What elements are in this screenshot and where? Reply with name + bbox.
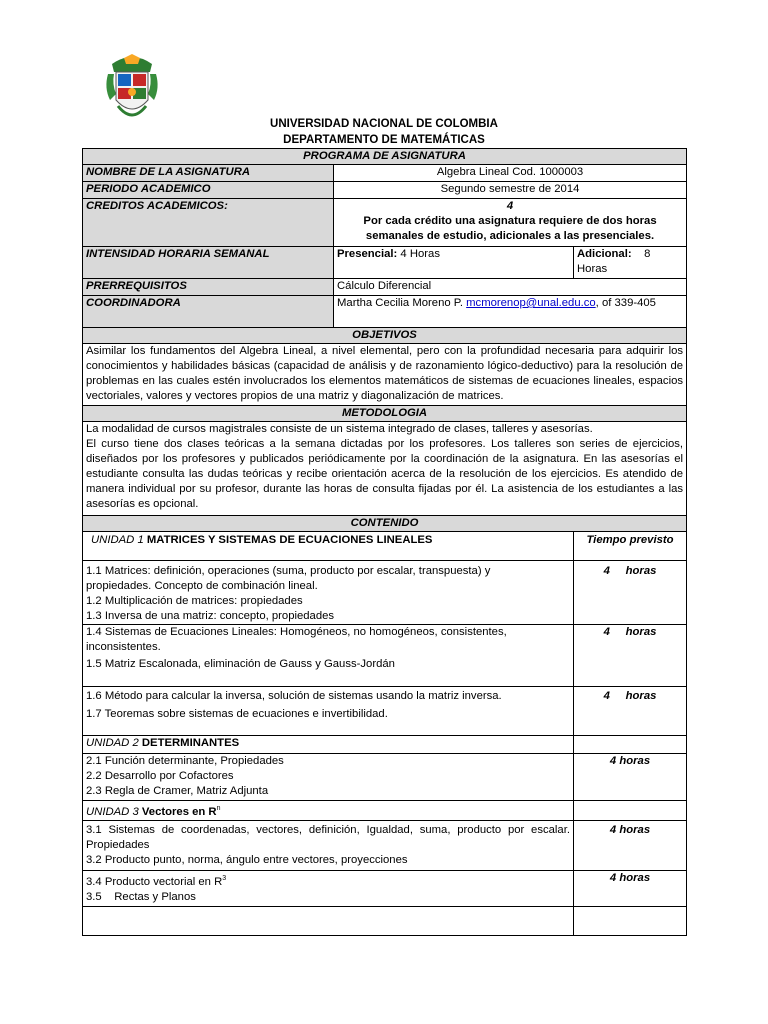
credits-label: CREDITOS ACADEMICOS:: [83, 199, 334, 247]
topic-line: 2.2 Desarrollo por Cofactores: [86, 770, 234, 782]
adicional-unit: Horas: [577, 263, 608, 275]
unit2-heading: [83, 736, 574, 754]
unit1-label: UNIDAD 1: [91, 534, 144, 546]
topic-line: 1.1 Matrices: definición, operaciones (suma, producto por escalar, transpuesta) y: [86, 565, 491, 577]
unit1-topics-3: [83, 687, 574, 736]
unit3-label: UNIDAD 3: [86, 805, 139, 818]
topic-line: 3.1 Sistemas de coordenadas, vectores, definición, Igualdad, suma, producto por escalar. Propiedades: [86, 823, 570, 851]
time-estimate: 4 horas: [574, 625, 687, 687]
empty-cell: [83, 906, 574, 935]
metodologia-paragraph: La modalidad de cursos magistrales consiste de un sistema integrado de clases, talleres y asesorías.: [86, 423, 593, 435]
presencial-label: Presencial:: [337, 248, 398, 260]
adicional-value: 8: [644, 248, 651, 260]
unit2-title: DETERMINANTES: [138, 737, 240, 749]
time-estimate: 4 horas: [574, 870, 687, 906]
empty-cell: [574, 736, 687, 754]
topic-line: 1.4 Sistemas de Ecuaciones Lineales: Homogéneos, no homogéneos, consistentes,: [86, 626, 507, 638]
unit1-title: MATRICES Y SISTEMAS DE ECUACIONES LINEALES: [143, 534, 433, 546]
course-name-value: Algebra Lineal Cod. 1000003: [334, 165, 687, 182]
prereq-label: PRERREQUISITOS: [83, 279, 334, 296]
program-title: PROGRAMA DE ASIGNATURA: [83, 149, 687, 165]
presencial-cell: [334, 247, 574, 279]
topic-line: inconsistentes.: [86, 641, 161, 653]
unit2-topics: [83, 754, 574, 801]
topic-line: 1.7 Teoremas sobre sistemas de ecuaciones e invertibilidad.: [86, 708, 388, 720]
unit1-topics-2: [83, 625, 574, 687]
topic-line: 1.2 Multiplicación de matrices: propiedades: [86, 595, 303, 607]
time-estimate: 4 horas: [574, 754, 687, 801]
period-label: PERIODO ACADEMICO: [83, 182, 334, 199]
tiempo-header: Tiempo previsto: [574, 532, 687, 561]
adicional-label: Adicional:: [577, 248, 632, 260]
unit3-title: Vectores en R: [138, 805, 217, 818]
unit2-label: UNIDAD 2: [86, 737, 139, 749]
metodologia-paragraph: El curso tiene dos clases teóricas a la semana dictadas por los profesores. Los talleres son series de ejercicios, diseñados por los profesores y publicados periódicamente por la coordinación de la asignatura. En las asesorías el estudiante consulta las dudas teóricas y recibe orientación acerca de la resolución de los ejercicios. Es atendido de manera individual por su profesor, durante las horas de consulta fijadas por él. La asistencia de los estudiantes a las asesorías es opcional.: [86, 438, 684, 510]
university-name: UNIVERSIDAD NACIONAL DE COLOMBIA: [270, 118, 498, 130]
topic-line: 1.6 Método para calcular la inversa, solución de sistemas usando la matriz inversa.: [86, 690, 502, 702]
department-name: DEPARTAMENTO DE MATEMÁTICAS: [283, 134, 485, 146]
metodologia-cell: [83, 422, 687, 516]
coordinator-cell: [334, 296, 687, 328]
period-value: Segundo semestre de 2014: [334, 182, 687, 199]
credits-note: Por cada crédito una asignatura requiere de dos horas semanales de estudio, adicionales a las presenciales.: [363, 215, 657, 242]
prereq-value: Cálculo Diferencial: [334, 279, 687, 296]
course-name-label: NOMBRE DE LA ASIGNATURA: [83, 165, 334, 182]
credits-value: 4: [506, 200, 514, 212]
unit3-topics-2: [83, 870, 574, 906]
program-table: [82, 148, 687, 936]
topic-line: 2.3 Regla de Cramer, Matriz Adjunta: [86, 785, 269, 797]
empty-cell: [574, 906, 687, 935]
unit1-heading: [83, 532, 574, 561]
empty-cell: [574, 801, 687, 821]
topic-superscript: 3: [222, 874, 227, 882]
topic-line: 3.2 Producto punto, norma, ángulo entre vectores, proyecciones: [86, 853, 408, 866]
topic-line: 1.3 Inversa de una matriz: concepto, propiedades: [86, 610, 335, 622]
topic-line: 2.1 Función determinante, Propiedades: [86, 755, 284, 767]
unit3-topics-1: [83, 820, 574, 870]
coordinator-name: Martha Cecilia Moreno P.: [337, 297, 467, 309]
topic-line: 3.4 Producto vectorial en R: [86, 875, 223, 888]
unit1-topics-1: [83, 561, 574, 625]
time-estimate: 4 horas: [574, 561, 687, 625]
credits-cell: [334, 199, 687, 247]
time-estimate: 4 horas: [574, 820, 687, 870]
topic-line: 3.5 Rectas y Planos: [86, 890, 196, 903]
topic-line: 1.5 Matriz Escalonada, eliminación de Gauss y Gauss-Jordán: [86, 658, 395, 670]
unit3-heading: [83, 801, 574, 821]
metodologia-title: METODOLOGIA: [83, 406, 687, 422]
university-crest-logo: [104, 54, 160, 126]
unit3-superscript: n: [216, 805, 221, 812]
objetivos-title: OBJETIVOS: [83, 328, 687, 344]
presencial-value: 4 Horas: [397, 248, 440, 260]
objetivos-text: Asimilar los fundamentos del Algebra Lineal, a nivel elemental, pero con la profundidad necesaria para adquirir los conocimientos y habilidades básicas (capacidad de análisis y de razonamiento lógico-deductivo) para la resolución de problemas en las cuales estén involucrados los elementos matemáticos de sistemas de ecuaciones lineales, espacios vectoriales, valores y vectores propios de una matriz y diagonalización de matrices.: [83, 344, 687, 406]
coordinator-office: , of 339-405: [595, 297, 656, 309]
time-estimate: 4 horas: [574, 687, 687, 736]
topic-line: propiedades. Concepto de combinación lineal.: [86, 580, 318, 592]
contenido-title: CONTENIDO: [83, 516, 687, 532]
coordinator-label: COORDINADORA: [83, 296, 334, 328]
intensity-label: INTENSIDAD HORARIA SEMANAL: [83, 247, 334, 279]
coordinator-email-link[interactable]: mcmorenop@unal.edu.co: [466, 297, 596, 309]
adicional-cell: [574, 247, 687, 279]
